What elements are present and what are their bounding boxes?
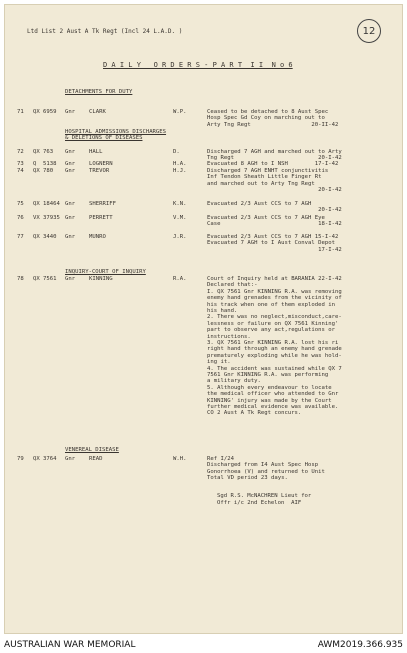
entry-no: 73 — [17, 161, 24, 167]
document-title: D A I L Y O R D E R S - P A R T I I N o 6 — [103, 61, 293, 69]
entry-text-line: Court of Inquiry held at BARANIA 22-I-42 — [207, 276, 342, 282]
entry-unit: QX — [33, 276, 40, 282]
entry-num: 3440 — [43, 234, 57, 240]
entry-text-line: Gonorrhoea (V) and returned to Unit — [207, 468, 325, 475]
section-heading: HOSPITAL ADMISSIONS DISCHARGES — [65, 129, 167, 135]
entry-num: 7561 — [43, 276, 57, 282]
entry-no: 78 — [17, 276, 24, 282]
signature-line: Offr i/c 2nd Echelon AIF — [217, 500, 302, 506]
entry-text-line: CO 2 Aust A Tk Regt concurs. — [207, 410, 302, 417]
entry-no: 72 — [17, 149, 24, 155]
section-heading: INQUIRY-COURT OF INQUIRY — [65, 269, 146, 275]
entry-no: 71 — [17, 109, 24, 115]
entry-num: 5138 — [43, 161, 57, 167]
entry-text-line: 20-I-42 — [207, 187, 342, 194]
entry-text-line: 20-I-42 — [207, 207, 342, 214]
entry-no: 75 — [17, 201, 24, 207]
entry-name: TREVOR — [89, 168, 110, 174]
entry-text-line: 2. There was no neglect,misconduct,care- — [207, 314, 342, 321]
entry-init: V.M. — [173, 215, 187, 221]
entry-text-line: a military duty. — [207, 378, 261, 385]
entry-text-line: Hosp Spec Gd Coy on marching out to — [207, 115, 325, 122]
entry-name: KINNING — [89, 276, 113, 282]
entry-text-line: Evacuated 2/3 Aust CCS to 7 AGH 15-I-42 — [207, 234, 339, 240]
entry-text-line: Evacuated 7 AGH to I Aust Conval Depot — [207, 240, 335, 247]
entry-name: READ — [89, 456, 103, 462]
entry-no: 76 — [17, 215, 24, 221]
archive-footer — [0, 637, 407, 653]
entry-rank: Gnr — [65, 161, 76, 167]
section-heading: DETACHMENTS FOR DUTY — [65, 89, 133, 95]
entry-text-line: Ceased to be detached to 8 Aust Spec — [207, 109, 329, 115]
entry-text-line: lessness or failure on QX 7561 Kinning' — [207, 320, 339, 327]
entry-num: 763 — [43, 149, 54, 155]
entry-text-line: enemy hand grenades from the vicinity of — [207, 295, 342, 302]
entry-text-line: Evacuated 2/3 Aust CCS to 7 AGH Eye — [207, 215, 325, 221]
entry-text-line: 3. QX 7561 Gnr KINNING R.A. lost his ri — [207, 340, 339, 346]
entry-unit: QX — [33, 109, 40, 115]
entry-unit: QX — [33, 456, 40, 462]
entry-text-line: further medical evidence was available. — [207, 404, 339, 410]
entry-text-line: his track when one of them exploded in — [207, 301, 335, 308]
entry-text-line: instructions. — [207, 333, 251, 340]
entry-name: CLARK — [89, 109, 106, 115]
entry-init: W.H. — [173, 456, 187, 462]
entry-rank: Gnr — [65, 234, 76, 240]
entry-init: H.A. — [173, 161, 187, 167]
entry-num: 37935 — [43, 215, 60, 221]
entry-unit: QX — [33, 201, 40, 207]
entry-rank: Gnr — [65, 215, 76, 221]
entry-init: W.P. — [173, 109, 187, 115]
entry-text-line: Discharged 7 AGH and marched out to Arty — [207, 149, 342, 155]
entry-text-line: Inf Tendon Sheath Little Finger Rt — [207, 174, 322, 181]
entry-name: MUNRO — [89, 234, 106, 240]
unit-header: Ltd List 2 Aust A Tk Regt (Incl 24 L.A.D. ) — [27, 28, 183, 35]
entry-name: HALL — [89, 149, 103, 155]
entry-rank: Gnr — [65, 276, 76, 282]
archive-name: AUSTRALIAN WAR MEMORIAL — [4, 640, 136, 650]
entry-text-line: Declared that:- — [207, 282, 258, 289]
document-page — [4, 4, 403, 634]
entry-rank: Gnr — [65, 168, 76, 174]
entry-name: LOGNERN — [89, 161, 113, 167]
entry-text-line: Evacuated 2/3 Aust CCS to 7 AGH — [207, 201, 312, 207]
entry-unit: QX — [33, 168, 40, 174]
entry-init: H.J. — [173, 168, 187, 174]
entry-text-line: 4. The accident was sustained while QX 7 — [207, 365, 342, 372]
entry-no: 77 — [17, 234, 24, 240]
entry-num: 6959 — [43, 109, 57, 115]
entry-text-line: Discharged 7 AGH ENHT conjunctivitis — [207, 168, 329, 174]
entry-rank: Gnr — [65, 109, 76, 115]
entry-rank: Gnr — [65, 456, 76, 462]
entry-name: PERRETT — [89, 215, 113, 221]
entry-no: 74 — [17, 168, 24, 174]
entry-text-line: Ref I/24 — [207, 456, 234, 462]
entry-text-line: 7561 Gnr KINNING R.A. was performing — [207, 372, 329, 378]
archive-reference: AWM2019.366.935 — [317, 640, 403, 650]
entry-text-line: Case 18-I-42 — [207, 221, 342, 228]
entry-text-line: 17-I-42 — [207, 246, 342, 253]
entry-unit: VX — [33, 215, 40, 221]
entry-text-line: Evacuated 8 AGH to I NSH 17-I-42 — [207, 161, 339, 167]
section-heading: & DELETIONS OF DISEASES — [65, 135, 143, 141]
entry-unit: QX — [33, 234, 40, 240]
entry-init: R.A. — [173, 276, 187, 282]
entry-num: 780 — [43, 168, 54, 174]
entry-text-line: I. QX 7561 Gnr KINNING R.A. was removing — [207, 288, 342, 295]
entry-text-line: KINNING' injury was made by the Court — [207, 397, 332, 404]
entry-text-line: the medical officer who attended to Gnr — [207, 391, 339, 398]
folio-number: 12 — [357, 19, 381, 43]
entry-text-line: Total VD period 23 days. — [207, 475, 288, 482]
entry-text-line: right hand through an enemy hand grenade — [207, 346, 342, 353]
entry-text-line: ing it. — [207, 359, 231, 366]
signature-line: Sgd R.S. McNACHREN Lieut for — [217, 493, 312, 499]
entry-unit: QX — [33, 149, 40, 155]
entry-init: J.R. — [173, 234, 187, 240]
entry-text-line: prematurely exploding while he was hold- — [207, 352, 342, 359]
entry-name: SHERRIFF — [89, 201, 116, 207]
entry-text-line: 5. Although every endeavour to locate — [207, 384, 332, 391]
entry-text-line: his hand. — [207, 308, 238, 314]
entry-no: 79 — [17, 456, 24, 462]
entry-text-line: Discharged from I4 Aust Spec Hosp — [207, 462, 319, 469]
entry-text-line: and marched out to Arty Tng Regt — [207, 180, 315, 187]
entry-rank: Gnr — [65, 201, 76, 207]
entry-text-line: Tng Regt 20-I-42 — [207, 155, 342, 162]
entry-text-line: Arty Tng Regt 20-II-42 — [207, 121, 339, 128]
entry-unit: Q — [33, 161, 37, 167]
entry-text-line: part to observe any act,regulations or — [207, 327, 335, 334]
section-heading: VENEREAL DISEASE — [65, 447, 119, 453]
entry-num: 3764 — [43, 456, 57, 462]
entry-rank: Gnr — [65, 149, 76, 155]
entry-init: D. — [173, 149, 180, 155]
entry-num: 18464 — [43, 201, 60, 207]
entry-init: K.N. — [173, 201, 187, 207]
